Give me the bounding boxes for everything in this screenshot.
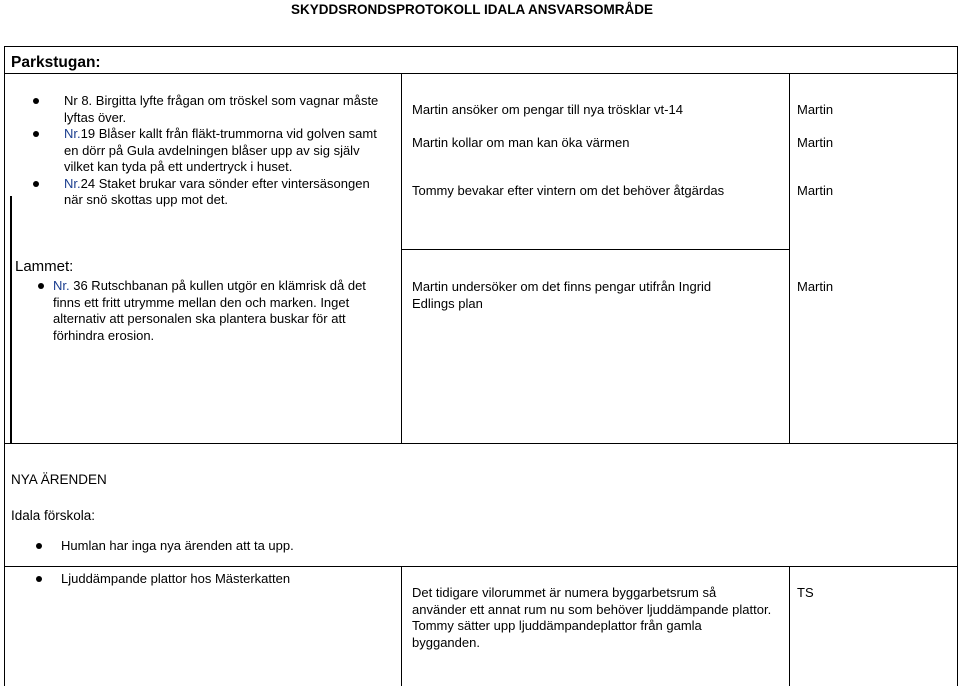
action-text: Tommy bevakar efter vintern om det behöver åtgärdas: [412, 183, 725, 198]
idala-forskola-heading: Idala förskola:: [11, 508, 96, 523]
row-divider-2: [402, 249, 789, 250]
table-right-border: [957, 46, 958, 686]
issue-text: Birgitta lyfte frågan om tröskel som vagnar måste lyftas över.: [64, 93, 379, 125]
issue-number: Nr.: [64, 175, 81, 191]
lammet-heading: Lammet:: [15, 258, 74, 275]
action-text: Martin kollar om man kan öka värmen: [412, 135, 630, 150]
list-item: [64, 126, 384, 176]
issue-number: Nr 8.: [64, 93, 93, 108]
bullet-icon: [36, 543, 42, 549]
col-divider-3: [401, 566, 402, 686]
protocol-table: [4, 46, 958, 686]
issue-number: Nr.: [64, 126, 81, 141]
issue-number: Nr.: [53, 278, 70, 293]
bullet-icon: [33, 181, 39, 187]
list-item: [64, 93, 384, 126]
thick-left-bar: [10, 196, 12, 444]
bullet-icon: [33, 98, 39, 104]
lammet-issues: [53, 278, 388, 344]
responsible-text: TS: [797, 585, 814, 600]
action-text: Martin ansöker om pengar till nya trösklar vt-14: [412, 102, 683, 117]
parkstugan-issues: [64, 93, 384, 209]
list-item: [61, 571, 391, 588]
parkstugan-heading: Parkstugan:: [11, 54, 101, 71]
responsible-text: Martin: [797, 183, 834, 198]
bullet-icon: [38, 283, 44, 289]
list-item: [61, 538, 391, 555]
issue-text: 24 Staket brukar vara sönder efter vintersäsongen när snö skottas upp mot det.: [64, 175, 370, 207]
table-left-border: [4, 46, 5, 686]
list-item: [53, 278, 388, 344]
col-divider-2: [789, 73, 790, 444]
table-top-border: [4, 46, 958, 47]
col-divider-4: [789, 566, 790, 686]
responsible-text: Martin: [797, 279, 834, 294]
nya-arenden-heading: NYA ÄRENDEN: [11, 472, 107, 487]
row-divider-3: [4, 443, 958, 444]
page-title: SKYDDSRONDSPROTOKOLL IDALA ANSVARSOMRÅDE: [290, 2, 654, 17]
list-item: [64, 176, 384, 209]
issue-text: Ljuddämpande plattor hos Mästerkatten: [61, 570, 291, 586]
issue-text: 36 Rutschbanan på kullen utgör en klämrisk då det finns ett fritt utrymme mellan den och marken. Inget alternativ att personalen ska plantera buskar för att förhindra erosion.: [53, 278, 366, 343]
row-divider-1: [4, 73, 958, 74]
responsible-text: Martin: [797, 102, 834, 117]
action-text: Det tidigare vilorummet är numera byggarbetsrum så använder ett annat rum nu som behöver ljuddämpande plattor. Tommy sätter upp ljuddämpandeplattor från gamla bygganden.: [412, 585, 772, 650]
issue-text: Humlan har inga nya ärenden att ta upp.: [61, 538, 294, 553]
responsible-text: Martin: [797, 135, 834, 150]
bullet-icon: [33, 131, 39, 137]
action-text: Martin undersöker om det finns pengar utifrån Ingrid Edlings plan: [412, 279, 712, 311]
col-divider-1: [401, 73, 402, 444]
issue-text: 19 Blåser kallt från fläkt-trummorna vid golven samt en dörr på Gula avdelningen blåser upp av sig själv vilket kan tyda på ett undertryck i huset.: [64, 126, 377, 174]
bullet-icon: [36, 576, 42, 582]
new-issue-list: [61, 538, 391, 587]
